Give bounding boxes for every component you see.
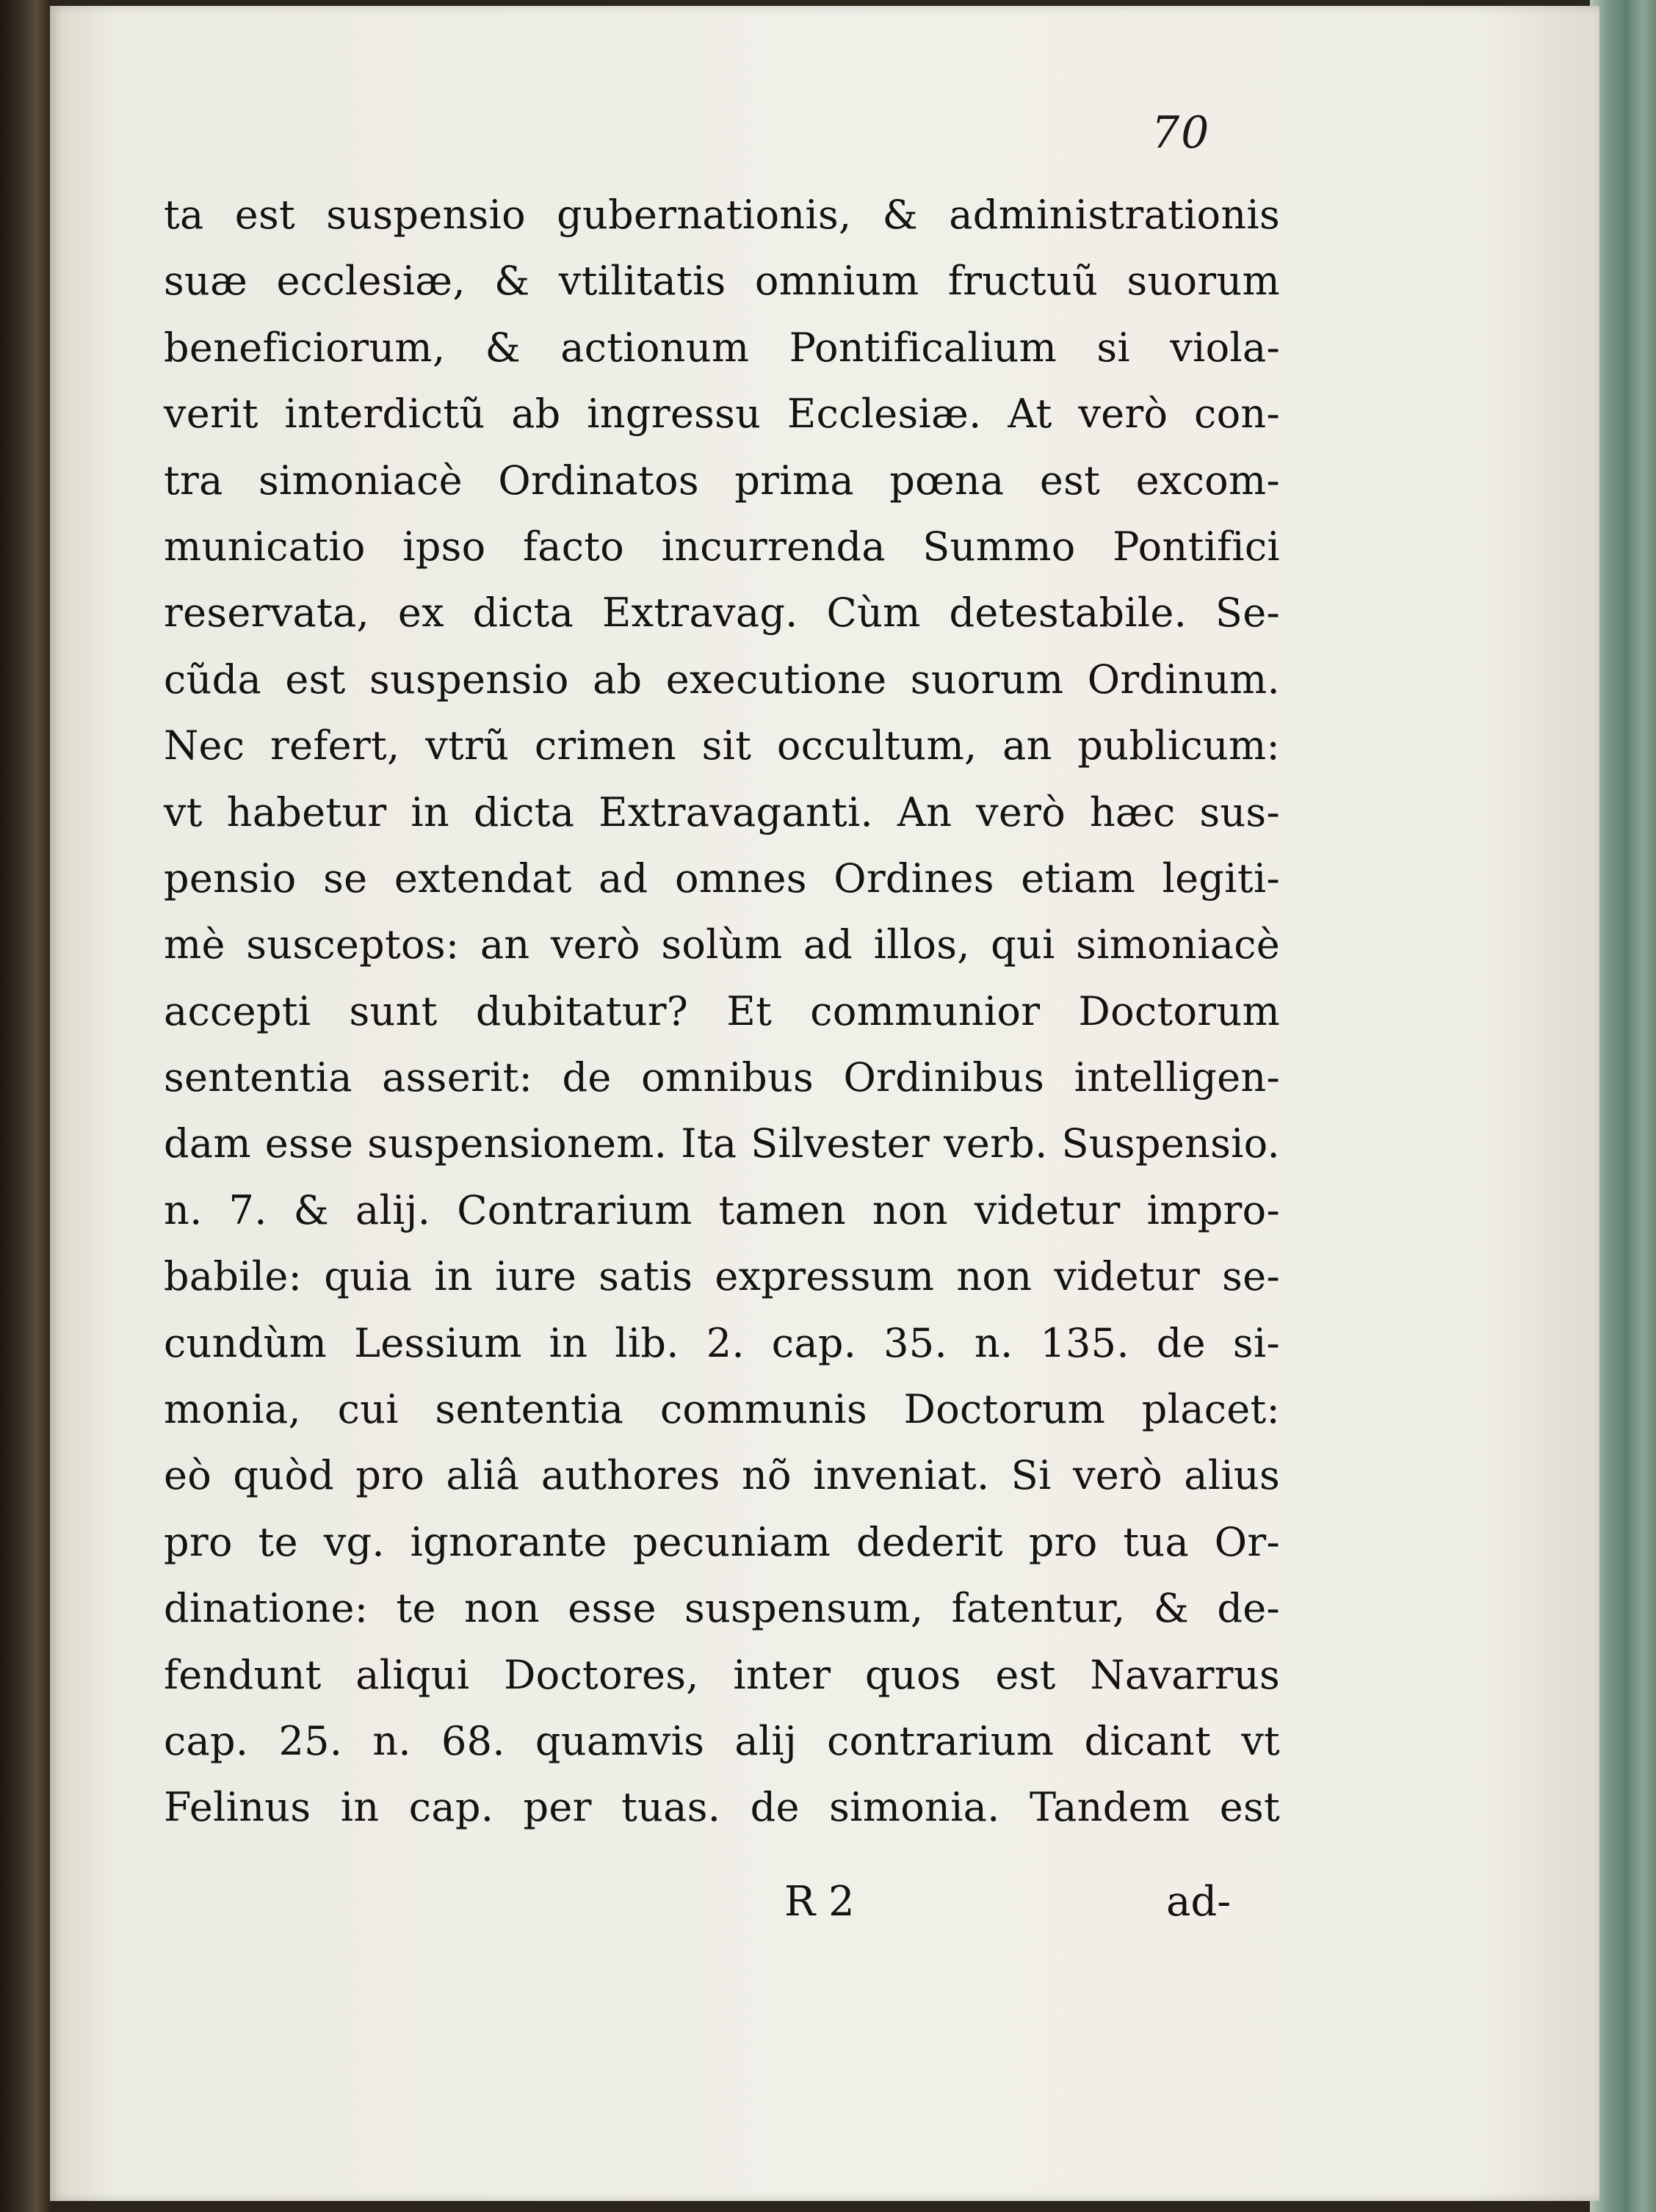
text-line: fendunt aliqui Doctores, inter quos est Navarrus [164, 1651, 1280, 1698]
text-line: suæ ecclesiæ, & vtilitatis omnium fructuũ suorum [164, 258, 1280, 305]
text-line: accepti sunt dubitatur? Et communior Doctorum [164, 987, 1280, 1034]
page-number: 70 [1151, 107, 1211, 159]
text-line: cundùm Lessium in lib. 2. cap. 35. n. 135. de si- [164, 1319, 1280, 1366]
text-line: monia, cui sententia communis Doctorum placet: [164, 1386, 1280, 1433]
text-line: verit interdictũ ab ingressu Ecclesiæ. At verò con- [164, 391, 1280, 438]
text-line: pensio se extendat ad omnes Ordines etiam legiti- [164, 855, 1280, 902]
text-line: tra simoniacè Ordinatos prima pœna est excom- [164, 457, 1280, 504]
text-line: n. 7. & alij. Contrarium tamen non videtur impro- [164, 1186, 1280, 1233]
text-line: beneficiorum, & actionum Pontificalium si viola- [164, 324, 1280, 371]
text-line: dinatione: te non esse suspensum, fatentur, & de- [164, 1585, 1280, 1632]
text-line: pro te vg. ignorante pecuniam dederit pro tua Or- [164, 1518, 1280, 1565]
text-line: cap. 25. n. 68. quamvis alij contrarium dicant vt [164, 1717, 1280, 1764]
text-line: dam esse suspensionem. Ita Silvester verb. Suspensio. [164, 1120, 1280, 1167]
text-line: babile: quia in iure satis expressum non videtur se- [164, 1253, 1280, 1300]
signature-mark: R 2 [784, 1878, 855, 1926]
text-line: eò quòd pro aliâ authores nõ inveniat. Si verò alius [164, 1452, 1280, 1499]
text-line: Nec refert, vtrũ crimen sit occultum, an publicum: [164, 722, 1280, 769]
text-line: reservata, ex dicta Extravag. Cùm detestabile. Se- [164, 590, 1280, 637]
text-line: Felinus in cap. per tuas. de simonia. Tandem est [164, 1784, 1280, 1831]
text-line: mè susceptos: an verò solùm ad illos, qui simoniacè [164, 921, 1280, 968]
body-text [164, 182, 1280, 1841]
text-line: cũda est suspensio ab executione suorum Ordinum. [164, 656, 1280, 703]
page-fore-edge [1590, 0, 1656, 2212]
catchword: ad- [1166, 1878, 1232, 1926]
text-line: municatio ipso facto incurrenda Summo Pontifici [164, 523, 1280, 570]
book-binding [0, 0, 51, 2212]
text-line: sententia asserit: de omnibus Ordinibus intelligen- [164, 1054, 1280, 1101]
text-line: ta est suspensio gubernationis, & administrationis [164, 192, 1280, 238]
book-page [50, 6, 1599, 2201]
text-line: vt habetur in dicta Extravaganti. An verò hæc sus- [164, 788, 1280, 835]
